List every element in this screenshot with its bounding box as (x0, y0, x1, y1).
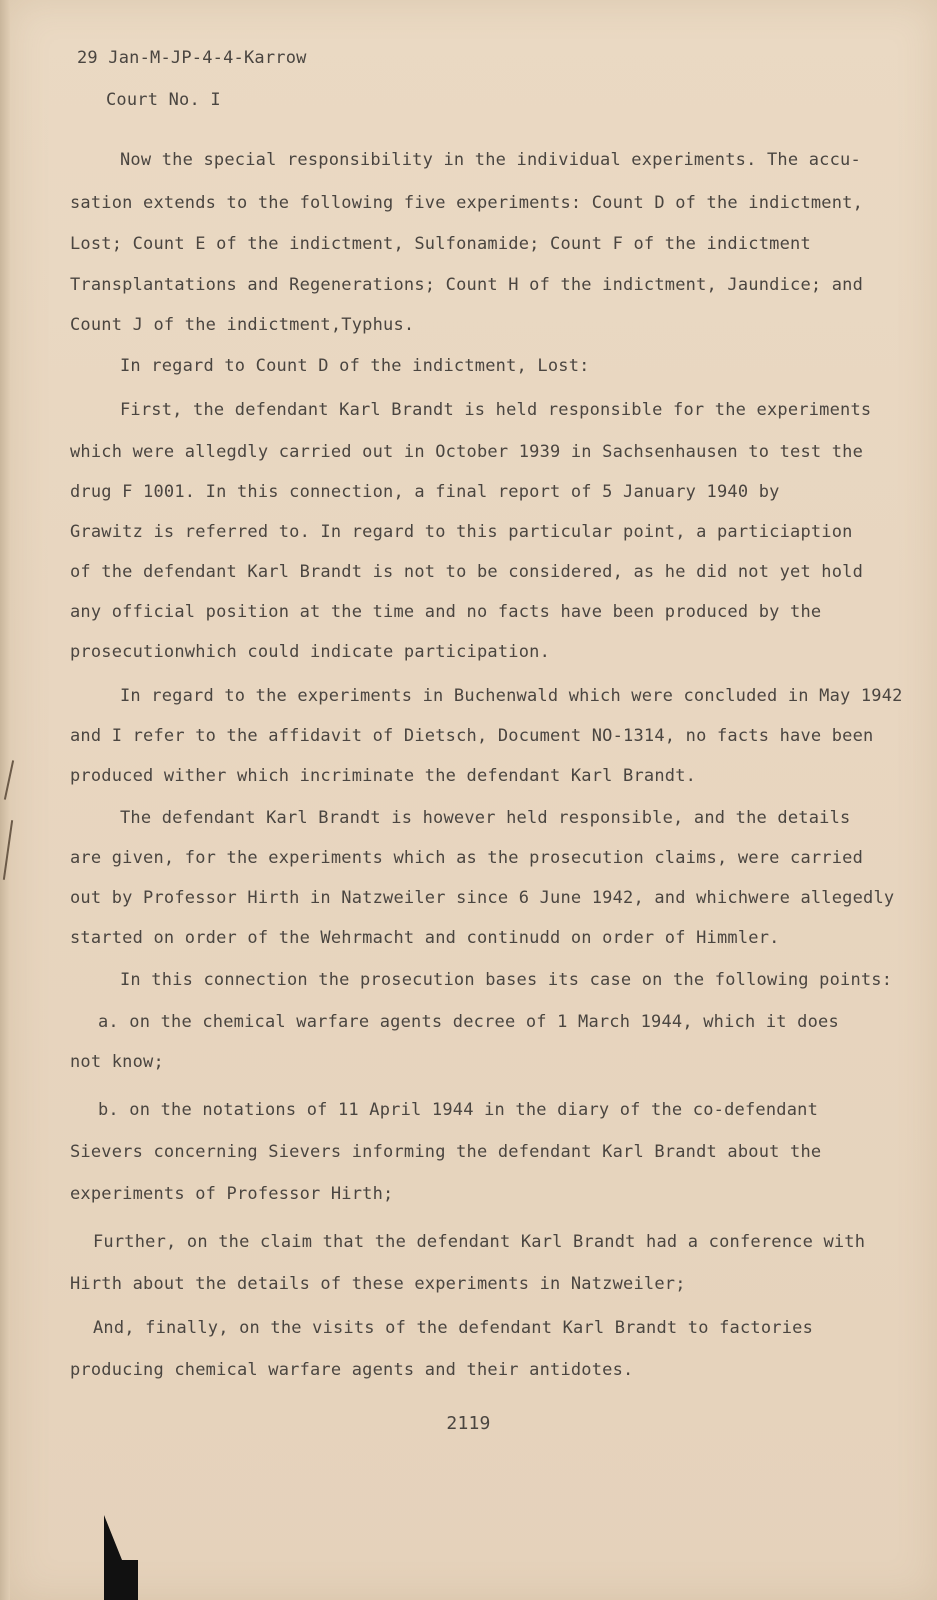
body-line: In regard to the experiments in Buchenwald which were concluded in May 1942 (120, 686, 903, 706)
body-line: started on order of the Wehrmacht and continudd on order of Himmler. (70, 928, 780, 948)
body-line: drug F 1001. In this connection, a final report of 5 January 1940 by (70, 482, 780, 502)
body-line: In regard to Count D of the indictment, Lost: (120, 356, 590, 376)
body-line: The defendant Karl Brandt is however held responsible, and the details (120, 808, 851, 828)
binder-tab-base (104, 1560, 138, 1600)
body-line: which were allegdly carried out in October 1939 in Sachsenhausen to test the (70, 442, 864, 462)
body-line: b. on the notations of 11 April 1944 in the diary of the co-defendant (98, 1100, 819, 1120)
body-line: prosecutionwhich could indicate participation. (70, 642, 551, 662)
body-line: sation extends to the following five experiments: Count D of the indictment, (70, 193, 864, 213)
paper-edge (0, 0, 10, 1600)
body-line: Now the special responsibility in the individual experiments. The accu- (120, 150, 861, 170)
body-line: of the defendant Karl Brandt is not to be considered, as he did not yet hold (70, 562, 864, 582)
body-line: and I refer to the affidavit of Dietsch, Document NO-1314, no facts have been (70, 726, 874, 746)
body-line: out by Professor Hirth in Natzweiler since 6 June 1942, and whichwere allegedly (70, 888, 895, 908)
body-line: Transplantations and Regenerations; Count H of the indictment, Jaundice; and (70, 275, 864, 295)
body-line: Lost; Count E of the indictment, Sulfonamide; Count F of the indictment (70, 234, 811, 254)
body-line: produced wither which incriminate the defendant Karl Brandt. (70, 766, 697, 786)
body-line: And, finally, on the visits of the defendant Karl Brandt to factories (93, 1318, 814, 1338)
body-line: Count J of the indictment,Typhus. (70, 315, 415, 335)
body-line: experiments of Professor Hirth; (70, 1184, 394, 1204)
body-line: Grawitz is referred to. In regard to this particular point, a particiaption (70, 522, 853, 542)
body-line: producing chemical warfare agents and their antidotes. (70, 1360, 634, 1380)
court-designation: Court No. I (106, 90, 221, 110)
body-line: First, the defendant Karl Brandt is held responsible for the experiments (120, 400, 872, 420)
body-line: are given, for the experiments which as the prosecution claims, were carried (70, 848, 864, 868)
body-line: Hirth about the details of these experiments in Natzweiler; (70, 1274, 686, 1294)
document-reference: 29 Jan-M-JP-4-4-Karrow (77, 48, 307, 68)
body-line: any official position at the time and no facts have been produced by the (70, 602, 822, 622)
body-line: Sievers concerning Sievers informing the defendant Karl Brandt about the (70, 1142, 822, 1162)
body-line: not know; (70, 1052, 164, 1072)
body-line: a. on the chemical warfare agents decree of 1 March 1944, which it does (98, 1012, 839, 1032)
body-line: Further, on the claim that the defendant Karl Brandt had a conference with (93, 1232, 866, 1252)
page-number: 2119 (446, 1413, 491, 1434)
body-line: In this connection the prosecution bases its case on the following points: (120, 970, 893, 990)
